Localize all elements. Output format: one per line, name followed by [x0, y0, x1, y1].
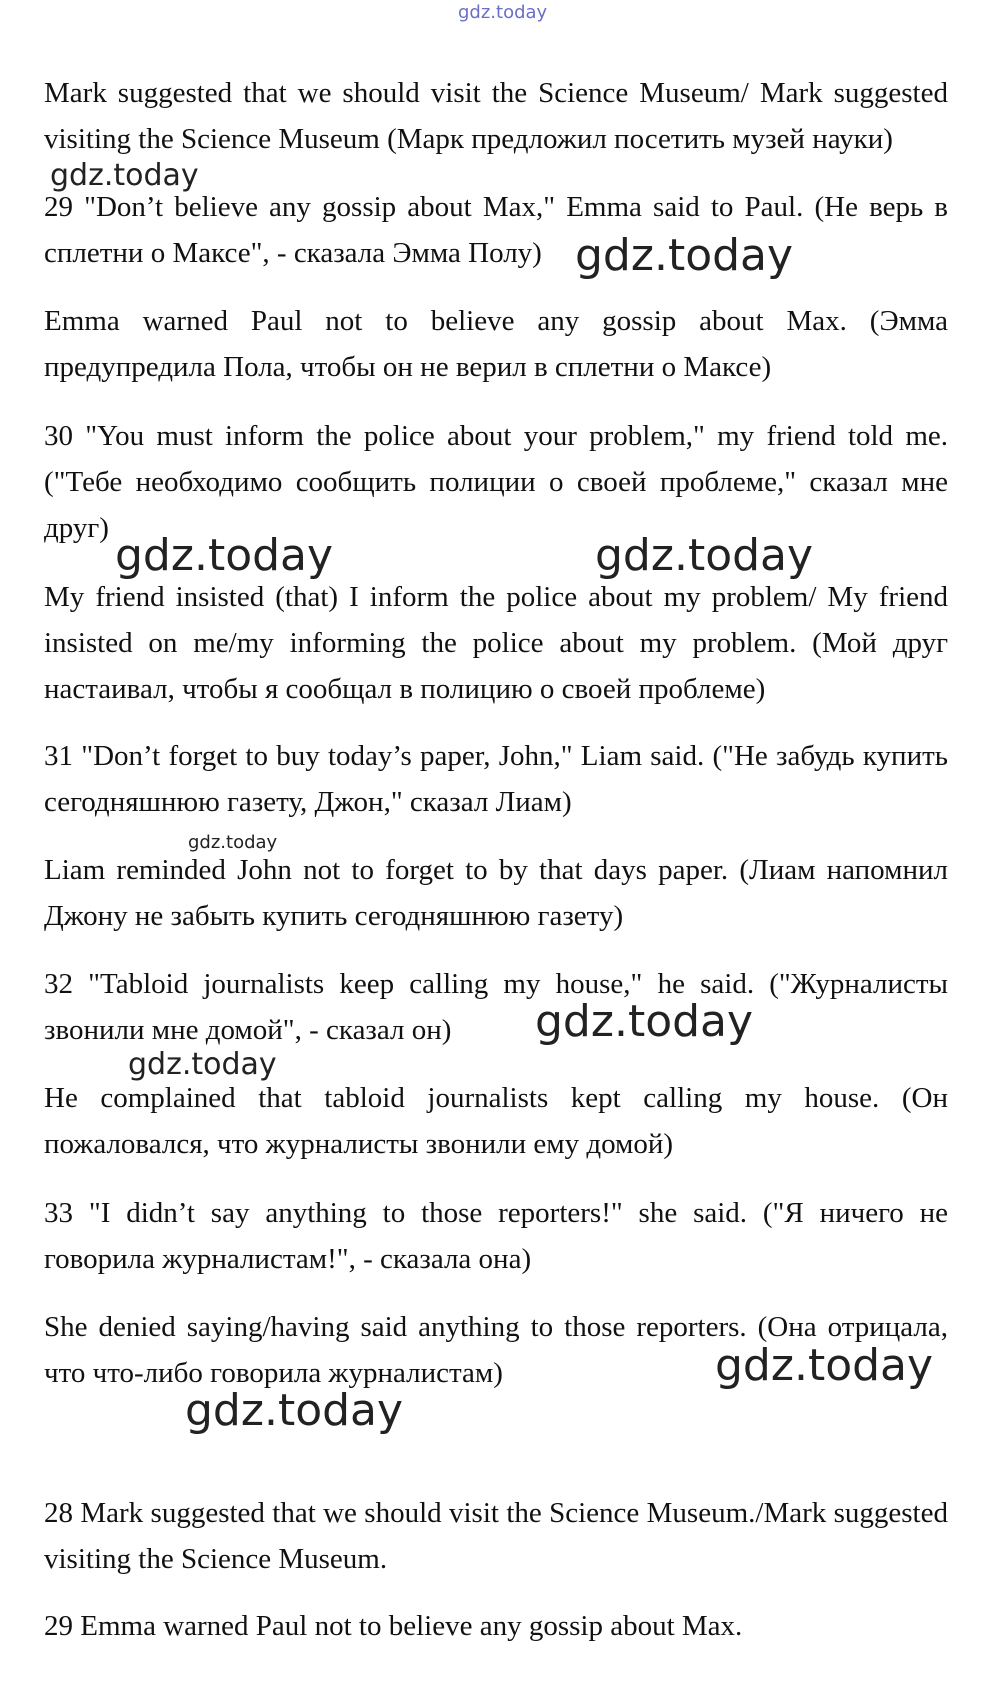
watermark-5: gdz.today — [188, 832, 278, 853]
paragraph-7: Liam reminded John not to forget to by that days paper. (Лиам напомнил Джону не забыть купить сегодняшнюю газету) — [44, 854, 948, 932]
watermark-3: gdz.today — [115, 530, 334, 581]
paragraph-5: My friend insisted (that) I inform the police about my problem/ My friend insisted on me/my informing the police about my problem. (Мой друг настаивал, чтобы я сообщал в полицию о своей проблеме) — [44, 581, 948, 705]
watermark-7: gdz.today — [128, 1047, 277, 1082]
paragraph-3: Emma warned Paul not to believe any gossip about Max. (Эмма предупредила Пола, чтобы он не верил в сплетни о Максе) — [44, 305, 948, 383]
watermark-6: gdz.today — [535, 996, 754, 1047]
watermark-top: gdz.today — [458, 2, 548, 23]
paragraph-11: She denied saying/having said anything to those reporters. (Она отрицала, что что-либо говорила журналистам) — [44, 1311, 948, 1389]
paragraph-1: Mark suggested that we should visit the Science Museum/ Mark suggested visiting the Science Museum (Марк предложил посетить музей науки) — [44, 77, 948, 155]
paragraph-6: 31 "Don’t forget to buy today’s paper, John," Liam said. ("Не забудь купить сегодняшнюю газету, Джон," сказал Лиам) — [44, 740, 948, 818]
watermark-9: gdz.today — [185, 1385, 404, 1436]
paragraph-8: 32 "Tabloid journalists keep calling my house," he said. ("Журналисты звонили мне домой", - сказал он) — [44, 968, 948, 1046]
watermark-2: gdz.today — [575, 230, 794, 281]
paragraph-12: 28 Mark suggested that we should visit the Science Museum./Mark suggested visiting the Science Museum. — [44, 1497, 948, 1575]
paragraph-2: 29 "Don’t believe any gossip about Max," Emma said to Paul. (Не верь в сплетни о Максе", - сказала Эмма Полу) — [44, 191, 948, 269]
paragraph-4: 30 "You must inform the police about your problem," my friend told me. ("Тебе необходимо сообщить полиции о своей проблеме," сказал мне друг) — [44, 420, 948, 544]
watermark-1: gdz.today — [50, 158, 199, 193]
paragraph-9: He complained that tabloid journalists kept calling my house. (Он пожаловался, что журналисты звонили ему домой) — [44, 1082, 948, 1160]
watermark-8: gdz.today — [715, 1340, 934, 1391]
watermark-4: gdz.today — [595, 530, 814, 581]
paragraph-10: 33 "I didn’t say anything to those reporters!" she said. ("Я ничего не говорила журналистам!", - сказала она) — [44, 1197, 948, 1275]
paragraph-13: 29 Emma warned Paul not to believe any gossip about Max. — [44, 1610, 743, 1642]
